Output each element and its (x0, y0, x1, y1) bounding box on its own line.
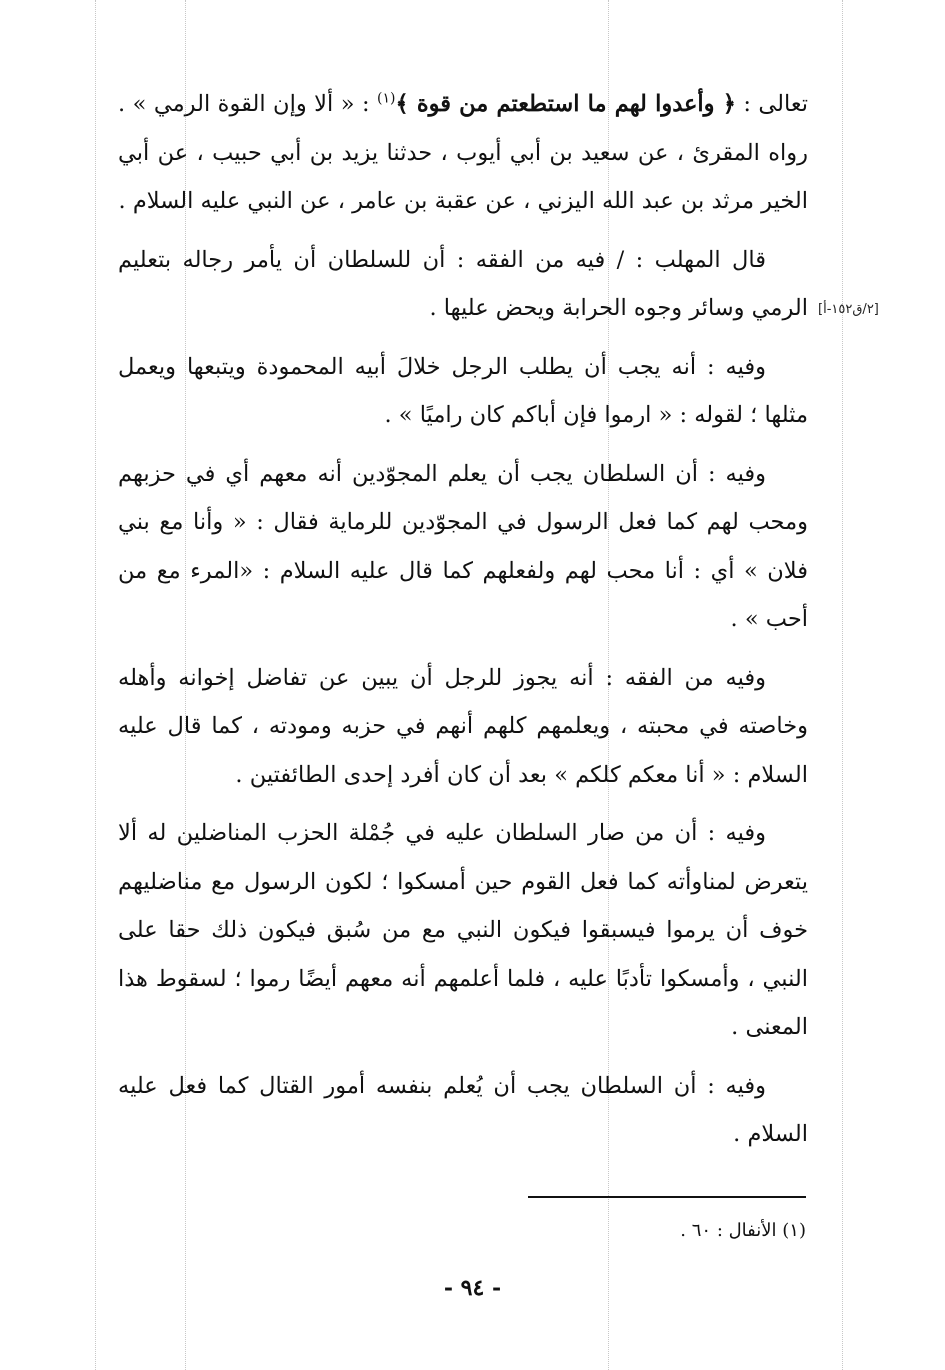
quran-verse: ﴿ وأعدوا لهم ما استطعتم من قوة ﴾ (395, 91, 736, 117)
intro-text: تعالى : (735, 91, 809, 117)
hadith-text: : « ألا وإن القوة الرمي » . رواه المقرئ ، عن سعيد بن أبي أيوب ، حدثنا يزيد بن أبي حبيب ، عن أبي الخير مرثد بن عبد الله اليزني ، عن عقبة بن عامر ، عن النبي عليه السلام . (118, 91, 808, 214)
margin-reference: [٢/ق١٥٢-أ] (818, 302, 879, 317)
paragraph-7: وفيه : أن السلطان يجب أن يُعلم بنفسه أمور القتال كما فعل عليه السلام . (118, 1072, 808, 1147)
footnote: (١) الأنفال : ٦٠ . (680, 1220, 806, 1241)
paragraph-1 (118, 80, 808, 226)
page-number: - ٩٤ - (443, 1275, 502, 1301)
footnote-divider (528, 1196, 806, 1198)
scan-guide-line (95, 0, 96, 1370)
footnote-marker: (١) (377, 90, 396, 107)
paragraph-4: وفيه : أن السلطان يجب أن يعلم المجوّدين أنه معهم أي في حزبهم ومحب لهم كما فعل الرسول في المجوّدين للرماية فقال : « وأنا مع بني فلان » أي : أنا محب لهم ولفعلهم كما قال عليه السلام : «المرء مع من أحب » . (118, 460, 808, 632)
paragraph-3: وفيه : أنه يجب أن يطلب الرجل خلالَ أبيه المحمودة ويتبعها ويعمل مثلها ؛ لقوله : « ارموا فإن أباكم كان راميًا » . (118, 353, 808, 428)
paragraph-5: وفيه من الفقه : أنه يجوز للرجل أن يبين عن تفاضل إخوانه وأهله وخاصته في محبته ، ويعلمهم كلهم أنهم في حزبه ومودته ، كما قال عليه السلام : « أنا معكم كلكم » بعد أن كان أفرد إحدى الطائفتين . (118, 664, 808, 788)
body-text (118, 80, 808, 1169)
paragraph-6: وفيه : أن من صار السلطان عليه في جُمْلة الحزب المناضلين له ألا يتعرض لمناوأته كما فعل القوم حين أمسكوا ؛ لكون الرسول مع مناضليهم خوف أن يرموا فيسبقوا فيكون النبي مع من سُبق فيكون ذلك حقا على النبي ، وأمسكوا تأدبًا عليه ، فلما أعلمهم أنه معهم أيضًا رموا ؛ لسقوط هذا المعنى . (118, 820, 808, 1040)
scan-guide-line (842, 0, 843, 1370)
paragraph-2: قال المهلب : / فيه من الفقه : أن للسلطان أن يأمر رجاله بتعليم الرمي وسائر وجوه الحرابة ويحض عليها . (118, 246, 808, 321)
